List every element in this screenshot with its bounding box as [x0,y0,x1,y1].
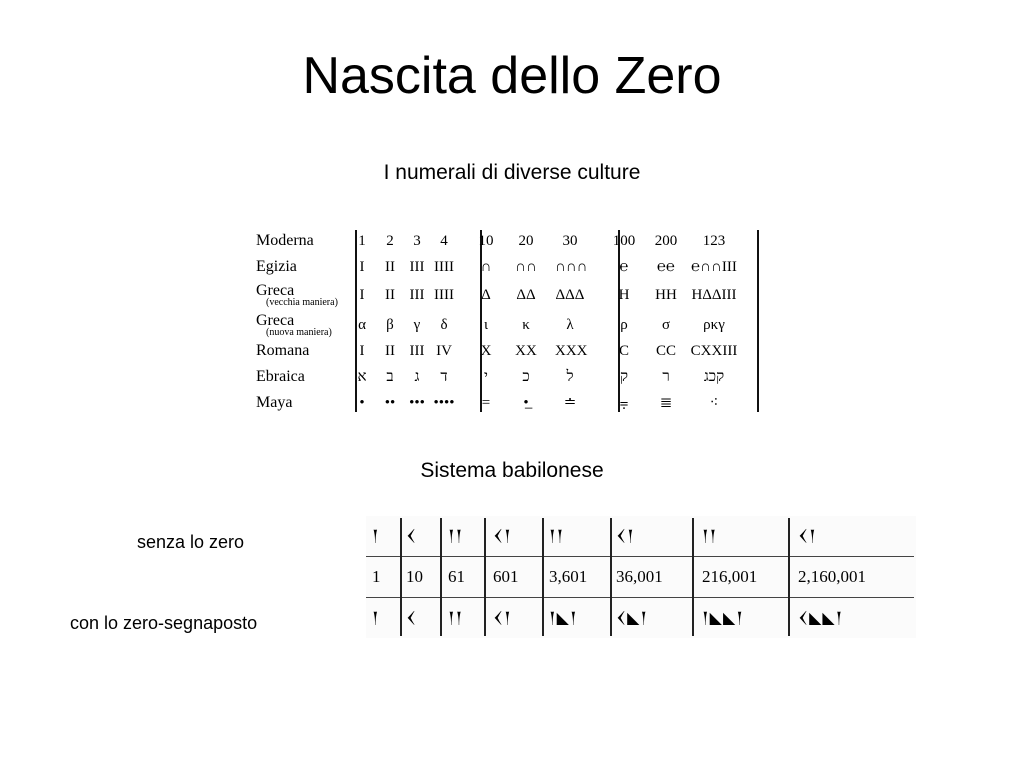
slide-title: Nascita dello Zero [302,47,722,105]
column-divider [440,518,442,636]
numeral-cell: XX [515,343,537,359]
numerals-table [254,228,764,414]
numeral-cell: 20 [518,233,534,249]
row-culture-name [256,256,297,278]
numeral-cell: ρ [620,317,628,333]
numeral-cell: III [409,343,425,359]
numeral-cell: β [386,317,394,333]
without-zero-cell: 𒁹𒁹 [448,526,464,545]
value-cell: 601 [493,567,519,586]
numeral-cell: = [481,395,491,411]
numerals-subtitle: I numerali di diverse culture [383,161,641,184]
numerals-row [254,366,764,392]
numeral-cell: I [359,287,365,303]
culture-name-text: Greca [256,282,295,299]
numeral-cell: 1 [358,233,366,249]
without-zero-cell: 𒌋𒁹 [493,526,512,545]
numerals-row [254,314,764,340]
numeral-cell: ד [440,369,448,385]
row-culture-name [256,366,305,388]
numeral-cell: II [385,287,395,303]
column-divider [484,518,486,636]
numeral-cell: III [409,287,425,303]
without-zero-cell: 𒌋𒁹 [798,526,817,545]
numeral-cell: ρκγ [703,317,725,333]
numeral-cell: HΔΔIII [691,287,737,303]
row-culture-name [256,392,292,414]
row-divider [366,556,914,557]
numeral-cell: 3 [413,233,421,249]
numeral-cell: ∩ [480,259,492,275]
numeral-cell: α [358,317,366,333]
numeral-cell: II [385,259,395,275]
with-zero-cell: 𒌋◣𒁹 [616,608,649,627]
numeral-cell: ל [566,369,574,385]
numeral-cell: קכג [703,369,725,385]
numeral-cell: א [357,369,367,385]
value-cell: 10 [406,567,423,586]
numeral-cell: ∩∩ [515,259,537,275]
numerals-row [254,340,764,366]
row-culture-name [256,280,338,307]
numeral-cell: ℮℮ [656,259,675,275]
numerals-row [254,284,764,310]
value-cell: 1 [372,567,381,586]
without-zero-cell: 𒌋𒁹 [616,526,635,545]
numeral-cell: λ [566,317,574,333]
with-zero-cell: 𒁹◣◣𒁹 [702,608,744,627]
with-zero-cell: 𒌋𒁹 [493,608,512,627]
column-divider [788,518,790,636]
culture-name-text: Maya [256,394,293,411]
numeral-cell: XXX [555,343,588,359]
numeral-cell: 200 [654,233,678,249]
babylonian-table [366,516,916,638]
column-divider [692,518,694,636]
culture-name-text: Ebraica [256,368,305,385]
numeral-cell: 4 [440,233,448,249]
value-cell: 36,001 [616,567,663,586]
numeral-cell: ∩∩∩ [555,259,588,275]
numeral-cell: σ [661,317,671,333]
numeral-cell: κ [522,317,530,333]
column-divider [400,518,402,636]
numeral-cell: γ [413,317,421,333]
numeral-cell: H [618,287,630,303]
babylonian-subtitle: Sistema babilonese [420,459,604,482]
culture-note: (nuova maniera) [266,327,332,338]
label-with-zero: con lo zero-segnaposto [70,613,258,633]
numeral-cell: C [618,343,629,359]
numeral-cell: IIII [434,287,454,303]
culture-name-text: Moderna [256,232,314,249]
row-divider [366,597,914,598]
numeral-cell: 100 [612,233,636,249]
numeral-cell: ℮∩∩III [691,259,737,275]
numerals-row [254,256,764,282]
numeral-cell: 30 [562,233,578,249]
row-culture-name [256,230,314,252]
without-zero-cell: 𒌋 [406,526,418,545]
without-zero-cell: 𒁹𒁹 [549,526,565,545]
value-cell: 61 [448,567,465,586]
numeral-cell: ג [414,369,420,385]
numeral-cell: 10 [478,233,494,249]
numeral-cell: II [385,343,395,359]
with-zero-cell: 𒌋◣◣𒁹 [798,608,844,627]
numeral-cell: ΔΔΔ [555,287,585,303]
numeral-cell: CC [655,343,676,359]
numeral-cell: I [359,343,365,359]
numeral-cell: • [359,395,365,411]
numeral-cell: HH [655,287,677,303]
numeral-cell: •• [384,395,396,411]
numeral-cell: ק [619,369,629,385]
row-culture-name [256,310,332,337]
numeral-cell: ••• [409,395,425,411]
numeral-cell: 2 [386,233,394,249]
numeral-cell: IV [436,343,452,359]
with-zero-cell: 𒁹𒁹 [448,608,464,627]
culture-name-text: Romana [256,342,310,359]
numeral-cell: I [359,259,365,275]
column-divider [610,518,612,636]
numerals-row [254,230,764,256]
row-culture-name [256,340,309,362]
culture-note: (vecchia maniera) [266,297,338,308]
culture-name-text: Greca [256,312,295,329]
numeral-cell: ב [386,369,394,385]
with-zero-cell: 𒁹◣𒁹 [549,608,578,627]
numeral-cell: ≣ [659,395,673,411]
numeral-cell: III [409,259,425,275]
column-divider [542,518,544,636]
with-zero-cell: 𒁹 [372,608,380,627]
numeral-cell: ⩦ [619,395,629,411]
without-zero-cell: 𒁹 [372,526,380,545]
value-cell: 2,160,001 [798,567,866,586]
numeral-cell: δ [440,317,448,333]
value-cell: 3,601 [549,567,588,586]
numeral-cell: ר [662,369,670,385]
numeral-cell: Δ [481,287,491,303]
numeral-cell: ⁖ [709,395,719,411]
numeral-cell: ℮ [619,259,629,275]
without-zero-cell: 𒁹𒁹 [702,526,718,545]
numeral-cell: ≐ [563,395,577,411]
numeral-cell: IIII [434,259,454,275]
value-cell: 216,001 [702,567,758,586]
numeral-cell: י [484,369,488,385]
numeral-cell: X [480,343,492,359]
culture-name-text: Egizia [256,258,297,275]
numeral-cell: ΔΔ [516,287,536,303]
numeral-cell: כ [522,369,530,385]
numeral-cell: •••• [433,395,455,411]
numeral-cell: 123 [702,233,726,249]
numerals-row [254,392,764,418]
numeral-cell: ι [483,317,489,333]
numeral-cell: •̲ [523,395,529,411]
label-without-zero: senza lo zero [137,532,245,552]
numeral-cell: CXXIII [690,343,738,359]
with-zero-cell: 𒌋 [406,608,418,627]
